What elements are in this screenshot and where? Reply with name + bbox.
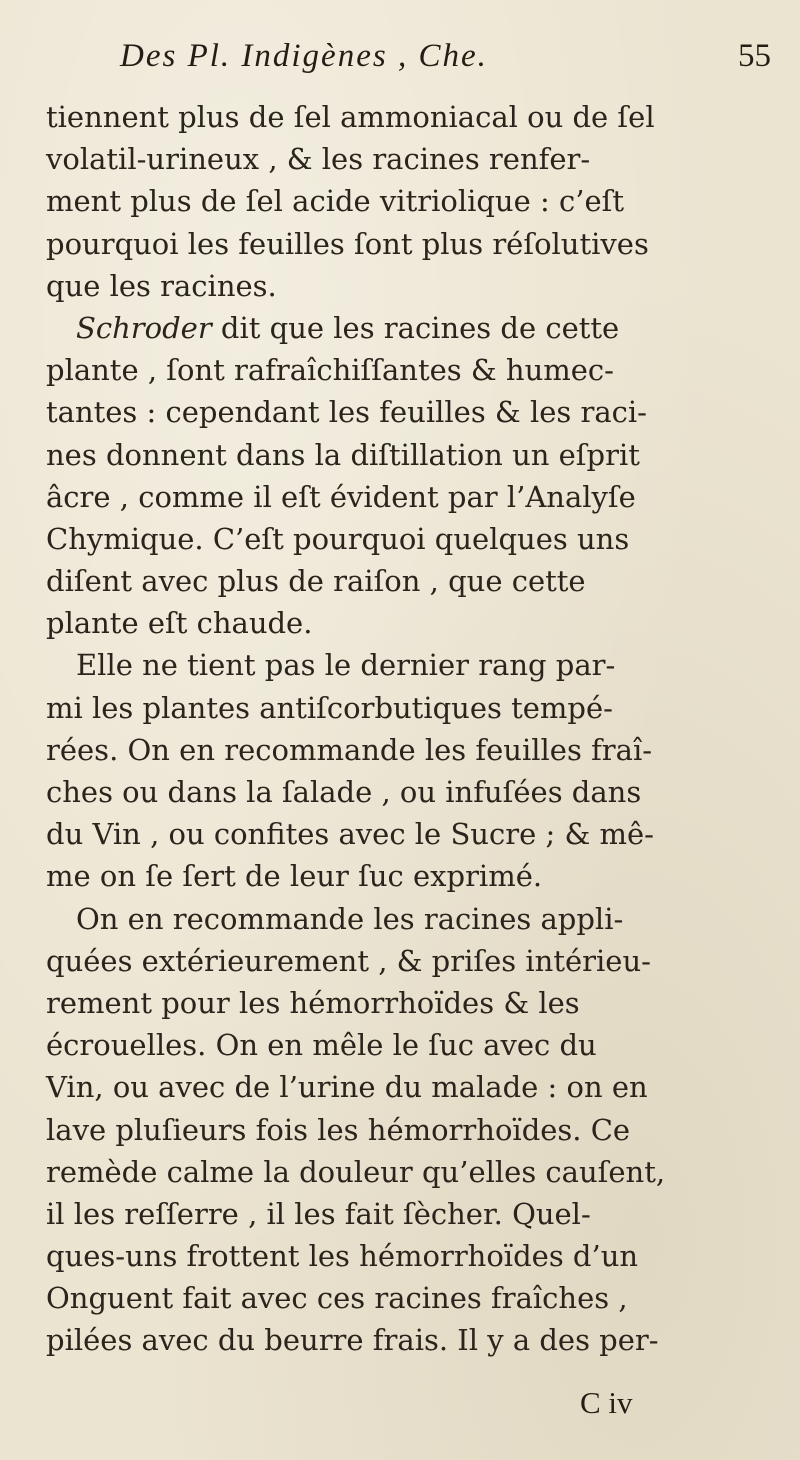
text-line: diſent avec plus de raiſon , que cette	[46, 564, 586, 599]
text-line: me on ſe ſert de leur ſuc exprimé.	[46, 859, 543, 894]
text-line-with-author	[46, 307, 770, 349]
text-line: ment plus de ſel acide vitriolique : c’eſt	[46, 184, 624, 219]
page-number: 55	[738, 38, 771, 74]
text-line: il les reſſerre , il les fait ſècher. Quel-	[46, 1196, 591, 1231]
text-line: quées extérieurement , & priſes intérieu-	[46, 943, 651, 978]
author-name: Schroder	[76, 310, 212, 345]
text-line: dit que les racines de cette	[220, 310, 620, 345]
text-line: rement pour les hémorrhoïdes & les	[46, 985, 580, 1020]
text-line: tantes : cependant les feuilles & les raci-	[46, 395, 647, 430]
text-line: lave pluſieurs fois les hémorrhoïdes. Ce	[46, 1112, 631, 1147]
text-line: Chymique. C’eſt pourquoi quelques uns	[46, 521, 630, 556]
text-line: volatil-urineux , & les racines renfer-	[46, 142, 591, 177]
text-line: ches ou dans la ſalade , ou infuſées dans	[46, 775, 642, 809]
text-line: tiennent plus de ſel ammoniacal ou de ſel	[46, 100, 655, 134]
text-line: que les racines.	[46, 268, 277, 303]
text-line: plante eſt chaude.	[46, 606, 313, 641]
running-head: Des Pl. Indigènes , Che.	[120, 38, 488, 74]
text-line: Vin, ou avec de l’urine du malade : on en	[46, 1070, 648, 1105]
text-line: du Vin , ou confites avec le Sucre ; & mê-	[46, 817, 654, 852]
text-line: pourquoi les feuilles ſont plus réſolutives	[46, 226, 649, 261]
text-line: mi les plantes antiſcorbutiques tempé-	[46, 690, 613, 725]
text-line: ques-uns frottent les hémorrhoïdes d’un	[46, 1239, 639, 1274]
text-line: remède calme la douleur qu’elles cauſent,	[46, 1154, 666, 1189]
text-line: pilées avec du beurre frais. Il y a des per-	[46, 1323, 659, 1358]
text-line: rées. On en recommande les feuilles fraî-	[46, 732, 653, 767]
text-line: nes donnent dans la diſtillation un eſprit	[46, 437, 640, 472]
signature-mark: C iv	[580, 1385, 633, 1420]
text-line: plante , ſont rafraîchiſſantes & humec-	[46, 353, 614, 388]
body-text	[46, 96, 770, 1362]
paragraph-start-line: Elle ne tient pas le dernier rang par-	[76, 648, 616, 683]
text-line: écrouelles. On en mêle le ſuc avec du	[46, 1028, 597, 1063]
paragraph-start-line: On en recommande les racines appli-	[76, 901, 624, 936]
text-line: âcre , comme il eſt évident par l’Analyſe	[46, 479, 636, 514]
page-header	[0, 38, 800, 98]
text-line: Onguent fait avec ces racines fraîches ,	[46, 1281, 628, 1316]
